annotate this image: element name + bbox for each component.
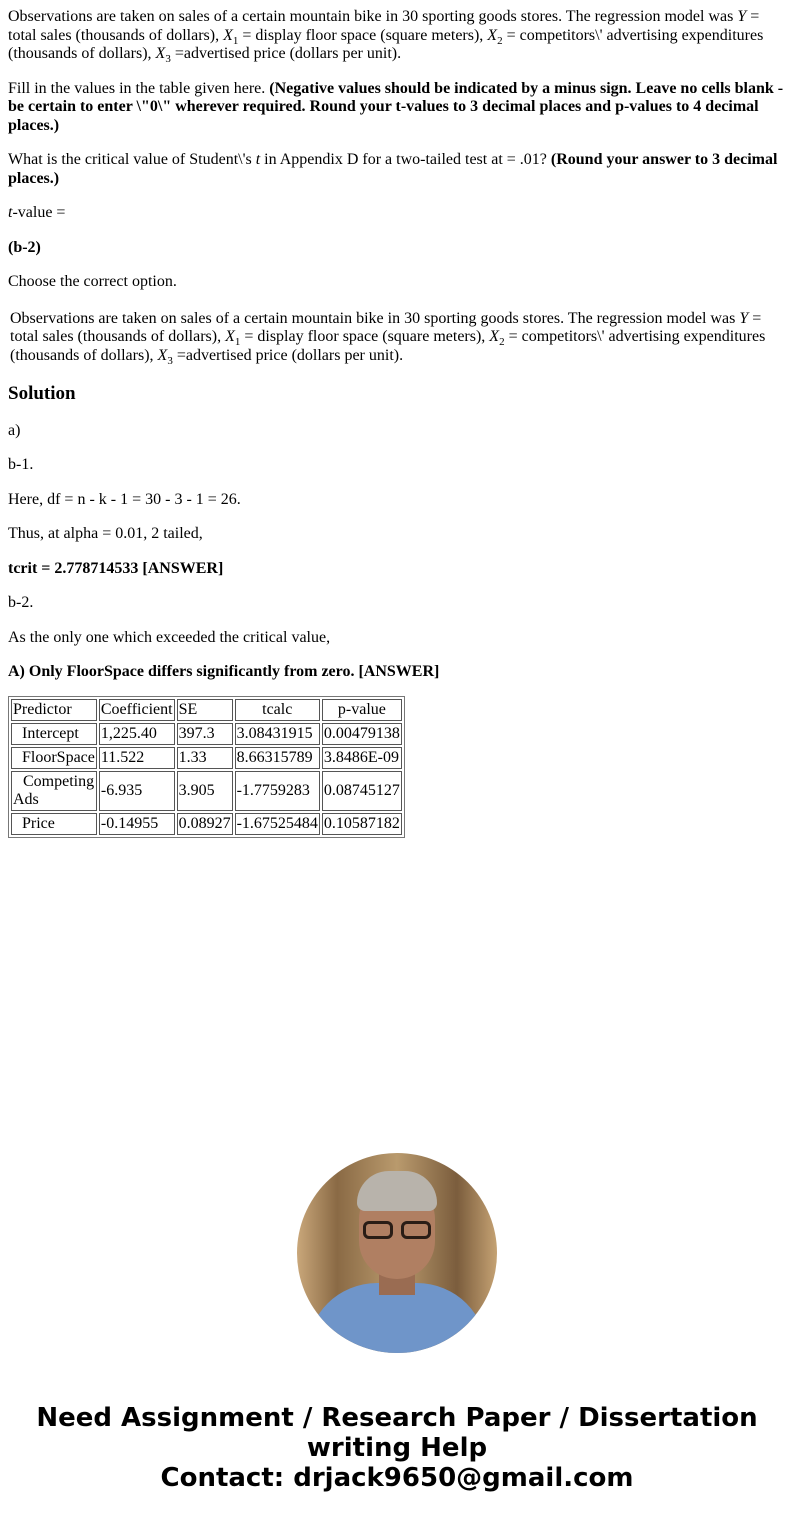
b2-answer: A) Only FloorSpace differs significantly from zero. [ANSWER] <box>8 663 440 680</box>
solution-heading: Solution <box>8 383 76 404</box>
solution-line: As the only one which exceeded the critical value, <box>8 628 331 646</box>
fill-text: Fill in the values in the table given here. <box>8 79 270 97</box>
var-y: Y <box>737 8 747 25</box>
header-cell: Coefficient <box>99 699 175 721</box>
regression-table <box>8 696 405 838</box>
question-text: What is the critical value of Student\'s <box>8 151 256 168</box>
cell: 1,225.40 <box>99 723 175 745</box>
solution-line: b-1. <box>8 456 34 473</box>
solution-line: a) <box>8 421 21 439</box>
var-y: Y <box>739 309 749 327</box>
var-x2: X <box>487 26 498 44</box>
intro-text: = competitors\' advertising expenditures (thousands of dollars), <box>10 328 766 364</box>
var-t: t <box>255 151 261 168</box>
problem-intro-repeat <box>10 308 786 368</box>
cell: 397.3 <box>177 723 233 745</box>
intro-text: Observations are taken on sales of a certain mountain bike in 30 sporting goods stores. The regression model was <box>8 8 738 25</box>
intro-text: = display floor space (square meters), <box>240 328 490 345</box>
cell: 0.00479138 <box>322 723 402 745</box>
var-x1: X <box>223 26 233 44</box>
solution-line: Thus, at alpha = 0.01, 2 tailed, <box>8 525 203 542</box>
table-row <box>11 747 402 769</box>
t-value-label <box>8 204 786 223</box>
header-cell: Predictor <box>11 699 97 721</box>
table-row <box>11 723 402 745</box>
intro-text: = competitors\' advertising expenditures (thousands of dollars), <box>8 26 764 62</box>
var-x3: X <box>157 346 168 364</box>
header-cell: SE <box>177 699 233 721</box>
cell: -1.7759283 <box>235 771 320 811</box>
intro-text: = display floor space (square meters), <box>238 26 488 44</box>
subscript: 2 <box>499 336 505 349</box>
fill-bold: (Negative values should be indicated by a minus sign. Leave no cells blank - be certain to enter \"0\" wherever required. Round your t-values to 3 decimal places and p-values to 4 decimal places.) <box>8 79 784 134</box>
intro-text: =advertised price (dollars per unit). <box>170 45 402 62</box>
footer-help-text: Need Assignment / Research Paper / Dissertation writing Help <box>36 1403 758 1463</box>
question-text: in Appendix D for a two-tailed test at = .01? <box>260 151 551 168</box>
intro-text: =advertised price (dollars per unit). <box>172 346 404 364</box>
var-t: t <box>8 204 13 221</box>
cell: 0.08927 <box>177 813 233 835</box>
intro-text: Observations are taken on sales of a certain mountain bike in 30 sporting goods stores. The regression model was <box>10 309 740 327</box>
cell: 0.10587182 <box>322 813 402 835</box>
question-bold: (Round your answer to 3 decimal places.) <box>8 151 778 187</box>
intro-text: = total sales (thousands of dollars), <box>8 8 760 44</box>
cell: 1.33 <box>177 747 233 769</box>
b2-heading: (b-2) <box>8 238 41 256</box>
choose-option-text: Choose the correct option. <box>8 273 177 290</box>
cell: -6.935 <box>99 771 175 811</box>
subscript: 2 <box>497 34 503 47</box>
solution-line: b-2. <box>8 594 34 611</box>
cell: 3.8486E-09 <box>322 747 402 769</box>
cell: -0.14955 <box>99 813 175 835</box>
critical-question <box>8 151 786 188</box>
cell: 3.905 <box>177 771 233 811</box>
intro-text: = total sales (thousands of dollars), <box>10 309 762 345</box>
table-row <box>11 771 402 811</box>
cell: 0.08745127 <box>322 771 402 811</box>
var-x3: X <box>155 45 166 62</box>
cell: 11.522 <box>99 747 175 769</box>
cell: -1.67525484 <box>235 813 320 835</box>
var-x2: X <box>489 328 500 345</box>
subscript: 1 <box>234 336 241 349</box>
footer-banner <box>0 1403 794 1493</box>
tcrit-answer: tcrit = 2.778714533 [ANSWER] <box>8 559 224 577</box>
cell: Intercept <box>11 723 97 745</box>
subscript: 3 <box>165 53 171 66</box>
header-cell: tcalc <box>235 699 320 721</box>
cell: FloorSpace <box>11 747 97 769</box>
t-value-text: -value = <box>12 204 66 221</box>
subscript: 3 <box>167 354 173 367</box>
cell: Price <box>11 813 97 835</box>
footer-contact: Contact: drjack9650@gmail.com <box>160 1463 634 1493</box>
cell: 3.08431915 <box>235 723 320 745</box>
problem-intro <box>8 8 786 64</box>
fill-instructions <box>8 80 786 136</box>
tutor-photo <box>297 1153 497 1353</box>
solution-line: Here, df = n - k - 1 = 30 - 3 - 1 = 26. <box>8 490 241 508</box>
table-row <box>11 813 402 835</box>
cell: Competing Ads <box>11 771 97 811</box>
var-x1: X <box>225 328 235 345</box>
table-header-row <box>11 699 402 721</box>
header-cell: p-value <box>322 699 402 721</box>
subscript: 1 <box>232 34 239 47</box>
cell: 8.66315789 <box>235 747 320 769</box>
